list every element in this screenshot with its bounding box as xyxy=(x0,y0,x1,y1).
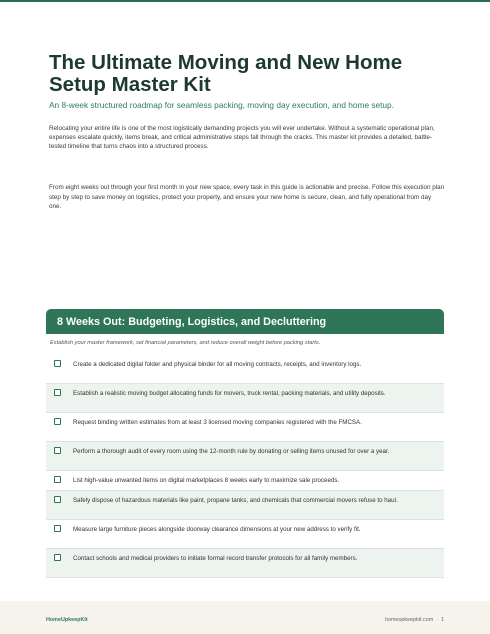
footer-separator: · xyxy=(436,617,438,623)
document-intro xyxy=(49,52,445,211)
footer-website-link[interactable]: homeupkeepkit.com xyxy=(384,617,434,623)
page-number: 1 xyxy=(441,617,444,623)
task-text: Establish a realistic moving budget allocating funds for movers, truck rental, packing materials, and utility deposits. xyxy=(73,390,386,397)
section-description: Establish your master framework, set financial parameters, and reduce overall weight before packing starts. xyxy=(50,340,321,346)
task-checklist xyxy=(46,355,444,578)
intro-paragraph-1: Relocating your entire life is one of the most logistically demanding projects you will ever undertake. Without a systematic operational plan, expenses escalate quickly, items break, and critical administrative steps fall through the cracks. This master kit provides a detailed, battle-tested timeline that turns chaos into a structured process. xyxy=(49,124,435,151)
task-text: Perform a thorough audit of every room using the 12-month rule by donating or selling items unused for over a year. xyxy=(73,448,390,455)
checkbox[interactable] xyxy=(54,389,61,396)
checkbox[interactable] xyxy=(54,496,61,503)
footer-site-info xyxy=(385,617,444,623)
section-title: 8 Weeks Out: Budgeting, Logistics, and Decluttering xyxy=(57,316,327,328)
task-item xyxy=(46,520,444,549)
top-accent-rule xyxy=(0,0,490,2)
task-item xyxy=(46,442,444,471)
task-text: List high-value unwanted items on digital marketplaces 8 weeks early to maximize sale proceeds. xyxy=(73,477,340,484)
page-footer xyxy=(0,601,490,634)
intro-paragraph-2: From eight weeks out through your first month in your new space, every task in this guide is actionable and precise. Follow this execution plan step by step to save money on logistics, protect your property, and ensure your new home is secure, clean, and fully operational from day one. xyxy=(49,184,445,210)
task-text: Safely dispose of hazardous materials like paint, propane tanks, and chemicals that commercial movers refuse to haul. xyxy=(73,497,398,504)
task-item xyxy=(46,413,444,442)
task-item xyxy=(46,471,444,491)
footer-brand: HomeUpkeepKit xyxy=(46,617,88,623)
checkbox[interactable] xyxy=(54,418,61,425)
checkbox[interactable] xyxy=(54,476,61,483)
task-text: Create a dedicated digital folder and physical binder for all moving contracts, receipts, and inventory logs. xyxy=(73,361,362,368)
page-title: The Ultimate Moving and New Home Setup Master Kit xyxy=(49,51,403,96)
task-item xyxy=(46,549,444,578)
checkbox[interactable] xyxy=(54,525,61,532)
task-item xyxy=(46,384,444,413)
task-text: Contact schools and medical providers to initiate formal record transfer protocols for all family members. xyxy=(73,555,358,562)
checkbox[interactable] xyxy=(54,554,61,561)
checkbox[interactable] xyxy=(54,447,61,454)
task-item xyxy=(46,355,444,384)
task-text: Measure large furniture pieces alongside doorway clearance dimensions at your new address to verify fit. xyxy=(73,526,361,533)
task-item xyxy=(46,491,444,520)
page-subtitle: An 8-week structured roadmap for seamless packing, moving day execution, and home setup. xyxy=(49,100,394,110)
checkbox[interactable] xyxy=(54,360,61,367)
task-text: Request binding written estimates from at least 3 licensed moving companies registered with the FMCSA. xyxy=(73,419,362,426)
section-banner xyxy=(46,309,444,334)
